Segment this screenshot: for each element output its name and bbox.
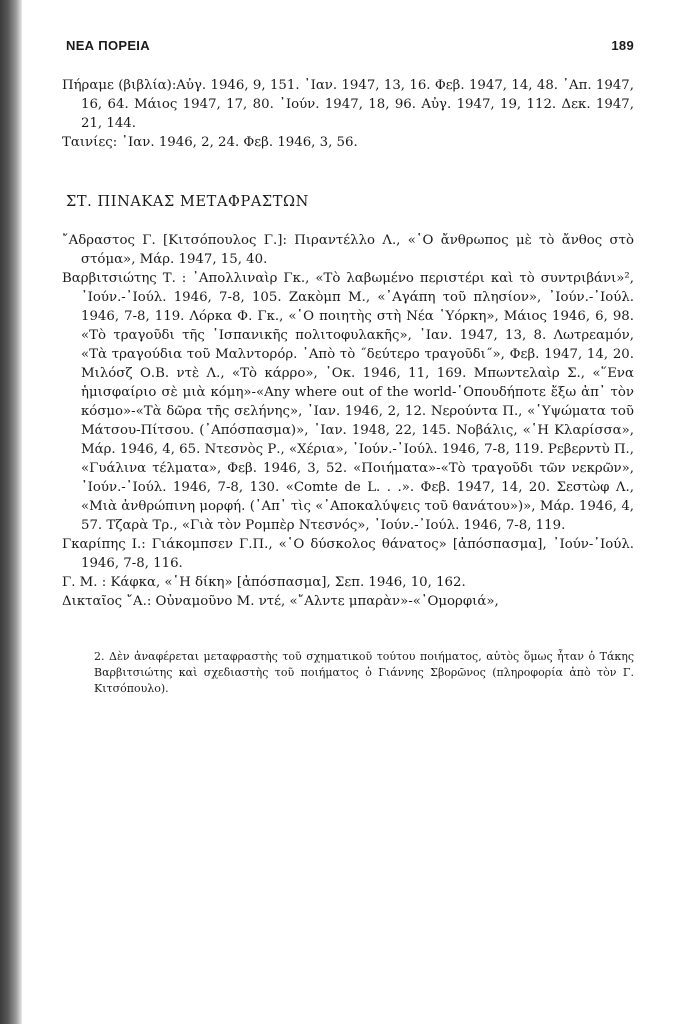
translator-entry: Γκαρίπης Ι.: Γιάκομπσεν Γ.Π., «῾Ο δύσκολος θάνατος» [ἀπόσπασμα], ᾿Ιούν-᾿Ιούλ. 1946, 7-8, 116.	[62, 537, 634, 571]
bibliography-entry-books: Πήραμε (βιβλία):Αὐγ. 1946, 9, 151. ᾿Ιαν. 1947, 13, 16. Φεβ. 1947, 14, 48. ᾿Απ. 1947, 16, 64. Μάιος 1947, 17, 80. ᾿Ιούν. 1947, 18, 96. Αὐγ. 1947, 19, 112. Δεκ. 1947, 21, 144.	[62, 78, 634, 131]
translator-entry: Γ. Μ. : Κάφκα, «῾Η δίκη» [ἀπόσπασμα], Σεπ. 1946, 10, 162.	[62, 575, 466, 590]
translators-index	[62, 231, 634, 611]
translator-entry: ῎Αδραστος Γ. [Κιτσόπουλος Γ.]: Πιραντέλλο Λ., «῾Ο ἄνθρωπος μὲ τὸ ἄνθος στὸ στόμα», Μάρ. 1947, 15, 40.	[62, 233, 634, 267]
page-number: 189	[611, 38, 634, 53]
bibliography-entry-films: Ταινίες: ᾿Ιαν. 1946, 2, 24. Φεβ. 1946, 3, 56.	[62, 135, 358, 150]
journal-title: ΝΕΑ ΠΟΡΕΙΑ	[66, 38, 150, 53]
running-header	[66, 38, 634, 53]
book-spine-shadow	[0, 0, 22, 1024]
document-page	[62, 38, 634, 998]
section-heading: ΣΤ. ΠΙΝΑΚΑΣ ΜΕΤΑΦΡΑΣΤΩΝ	[66, 194, 309, 210]
translator-entry: Δικταῖος ῎Α.: Οὐναμοῦνο Μ. ντέ, «῎Αλντε μπαρὰν»-«᾿Ομορφιά»,	[62, 594, 499, 609]
footnote: 2. Δὲν ἀναφέρεται μεταφραστὴς τοῦ σχηματικοῦ τούτου ποιήματος, αὐτὸς ὅμως ἦταν ὁ Τάκης Βαρβιτσιώτης καὶ σχεδιαστὴς τοῦ ποιήματος ὁ Γιάννης Σβορῶνος (πληροφορία ἀπὸ τὸν Γ. Κιτσόπουλο).	[94, 650, 634, 695]
bibliography-section	[62, 76, 634, 152]
translator-entry: Βαρβιτσιώτης Τ. : ᾿Απολλιναὶρ Γκ., «Τὸ λαβωμένο περιστέρι καὶ τὸ συντριβάνι»², ᾿Ιούν.-᾿Ιούλ. 1946, 7-8, 105. Ζακὸμπ Μ., «᾿Αγάπη τοῦ πλησίον», ᾿Ιούν.-᾿Ιούλ. 1946, 7-8, 119. Λόρκα Φ. Γκ., «῾Ο ποιητὴς στὴ Νέα ῾Υόρκη», Μάιος 1946, 6, 98. «Τὸ τραγοῦδι τῆς ῾Ισπανικῆς πολιτοφυλακῆς», ᾿Ιαν. 1947, 13, 8. Λωτρεαμόν, «Τὰ τραγούδια τοῦ Μαλντορόρ. ᾿Απὸ τὸ ˝δεύτερο τραγοῦδι˝», Φεβ. 1947, 14, 20. Μιλόσζ Ο.Β. ντὲ Λ., «Τὸ κάρρο», ᾿Οκ. 1946, 11, 169. Μπωντελαὶρ Σ., «῞Ενα ἡμισφαίριο σὲ μιὰ κόμη»-«Any where out of the world-῾Οπουδήποτε ἔξω ἀπ᾿ τὸν κόσμο»-«Τὰ δῶρα τῆς σελήνης», ᾿Ιαν. 1946, 2, 12. Νερούντα Π., «῾Υψώματα τοῦ Μάτσου-Πίτσου. (᾿Απόσπασμα)», ᾿Ιαν. 1948, 22, 145. Νοβάλις, «῾Η Κλαρίσσα», Μάρ. 1946, 4, 65. Ντεσνὸς Ρ., «Χέρια», ᾿Ιούν.-᾿Ιούλ. 1946, 7-8, 119. Ρεβερντὺ Π., «Γυάλινα τέλματα», Φεβ. 1946, 3, 52. «Ποιήματα»-«Τὸ τραγοῦδι τῶν νεκρῶν», ᾿Ιούν.-᾿Ιούλ. 1946, 7-8, 130. «Comte de L. . .». Φεβ. 1947, 14, 20. Σεστὼφ Λ., «Μιὰ ἀνθρώπινη μορφή. (᾿Απ᾿ τὶς «᾿Αποκαλύψεις τοῦ θανάτου»)», Μάρ. 1946, 4, 57. Τζαρὰ Τρ., «Γιὰ τὸν Ρομπὲρ Ντεσνός», ᾿Ιούν.-᾿Ιούλ. 1946, 7-8, 119.	[62, 271, 634, 533]
